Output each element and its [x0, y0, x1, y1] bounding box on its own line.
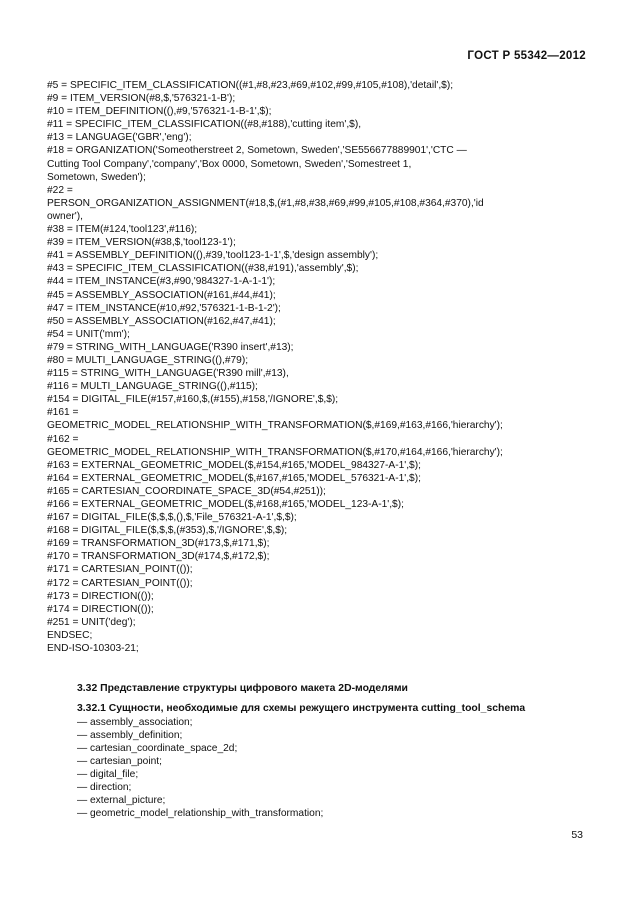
code-line: #167 = DIGITAL_FILE($,$,$,(),$,'File_576321-A-1',$,$); [47, 512, 297, 524]
entity-list-item: — cartesian_point; [77, 756, 162, 767]
entity-list-item: — geometric_model_relationship_with_transformation; [77, 808, 324, 819]
code-line: #50 = ASSEMBLY_ASSOCIATION(#162,#47,#41); [47, 315, 276, 327]
code-line: #5 = SPECIFIC_ITEM_CLASSIFICATION((#1,#8,#23,#69,#102,#99,#105,#108),'detail',$); [47, 80, 454, 91]
code-line: #171 = CARTESIAN_POINT(()); [47, 564, 193, 576]
code-line: #80 = MULTI_LANGUAGE_STRING((),#79); [47, 354, 249, 366]
code-line: PERSON_ORGANIZATION_ASSIGNMENT(#18,$,(#1,#8,#38,#69,#99,#105,#108,#364,#370),'id [47, 197, 484, 209]
code-line: #45 = ASSEMBLY_ASSOCIATION(#161,#44,#41); [47, 289, 276, 301]
code-line: #154 = DIGITAL_FILE(#157,#160,$,(#155),#158,'/IGNORE',$,$); [47, 394, 339, 406]
code-line: #54 = UNIT('mm'); [47, 328, 130, 340]
code-line: #251 = UNIT('deg'); [47, 616, 136, 628]
code-line: #11 = SPECIFIC_ITEM_CLASSIFICATION((#8,#188),'cutting item',$), [47, 119, 362, 131]
code-line: #165 = CARTESIAN_COORDINATE_SPACE_3D(#54,#251)); [47, 485, 326, 497]
code-line: GEOMETRIC_MODEL_RELATIONSHIP_WITH_TRANSFORMATION($,#170,#164,#166,'hierarchy'); [47, 446, 503, 458]
code-line: END-ISO-10303-21; [47, 643, 139, 655]
code-line: #47 = ITEM_INSTANCE(#10,#92,'576321-1-B-1-2'); [47, 302, 281, 314]
entity-list-item: — direction; [77, 782, 132, 793]
code-line: #173 = DIRECTION(()); [47, 590, 154, 602]
code-line: #169 = TRANSFORMATION_3D(#173,$,#171,$); [47, 538, 270, 550]
code-line: #38 = ITEM(#124,'tool123',#116); [47, 224, 198, 236]
code-line: #41 = ASSEMBLY_DEFINITION((),#39,'tool123-1-1',$,'design assembly'); [47, 250, 379, 262]
code-line: #115 = STRING_WITH_LANGUAGE('R390 mill',#13), [47, 368, 289, 380]
code-line: #172 = CARTESIAN_POINT(()); [47, 577, 193, 589]
code-line: GEOMETRIC_MODEL_RELATIONSHIP_WITH_TRANSFORMATION($,#169,#163,#166,'hierarchy'); [47, 420, 503, 432]
step-code-block [47, 79, 587, 655]
code-line: owner'), [47, 210, 83, 222]
code-line: Cutting Tool Company','company','Box 0000, Sometown, Sweden','Somestreet 1, [47, 158, 412, 170]
entity-list-item: — assembly_association; [77, 717, 193, 728]
entity-list-item: — external_picture; [77, 795, 166, 806]
code-line: #170 = TRANSFORMATION_3D(#174,$,#172,$); [47, 551, 270, 563]
code-line: Sometown, Sweden'); [47, 171, 146, 183]
code-line: #161 = [47, 407, 79, 419]
code-line: #44 = ITEM_INSTANCE(#3,#90,'984327-1-A-1-1'); [47, 276, 276, 288]
code-line: #174 = DIRECTION(()); [47, 603, 154, 615]
code-line: #43 = SPECIFIC_ITEM_CLASSIFICATION((#38,#191),'assembly',$); [47, 263, 359, 275]
page-number: 53 [571, 829, 583, 841]
code-line: #164 = EXTERNAL_GEOMETRIC_MODEL($,#167,#165,'MODEL_576321-A-1',$); [47, 472, 421, 484]
code-line: #163 = EXTERNAL_GEOMETRIC_MODEL($,#154,#165,'MODEL_984327-A-1',$); [47, 459, 421, 471]
entity-list-item: — digital_file; [77, 769, 139, 780]
code-line: #10 = ITEM_DEFINITION((),#9,'576321-1-B-1',$); [47, 106, 272, 118]
code-line: #168 = DIGITAL_FILE($,$,$,(#353),$,'/IGNORE',$,$); [47, 525, 288, 537]
code-line: #22 = [47, 184, 73, 196]
subsection-heading: 3.32.1 Сущности, необходимые для схемы режущего инструмента cutting_tool_schema [77, 703, 526, 714]
section-heading: 3.32 Представление структуры цифрового макета 2D-моделями [77, 683, 408, 694]
entity-list-item: — cartesian_coordinate_space_2d; [77, 743, 238, 754]
code-line: #39 = ITEM_VERSION(#38,$,'tool123-1'); [47, 237, 236, 249]
code-line: #162 = [47, 433, 79, 445]
code-line: #79 = STRING_WITH_LANGUAGE('R390 insert',#13); [47, 341, 294, 353]
code-line: #116 = MULTI_LANGUAGE_STRING((),#115); [47, 381, 258, 393]
entity-list-item: — assembly_definition; [77, 730, 183, 741]
code-line: ENDSEC; [47, 629, 93, 641]
code-line: #18 = ORGANIZATION('Someotherstreet 2, Sometown, Sweden','SE556677889901','CTC — [47, 145, 467, 157]
code-line: #166 = EXTERNAL_GEOMETRIC_MODEL($,#168,#165,'MODEL_123-A-1',$); [47, 499, 404, 510]
entity-list [77, 716, 323, 820]
code-line: #13 = LANGUAGE('GBR','eng'); [47, 132, 192, 144]
code-line: #9 = ITEM_VERSION(#8,$,'576321-1-B'); [47, 93, 236, 105]
standard-header: ГОСТ Р 55342—2012 [467, 50, 586, 62]
